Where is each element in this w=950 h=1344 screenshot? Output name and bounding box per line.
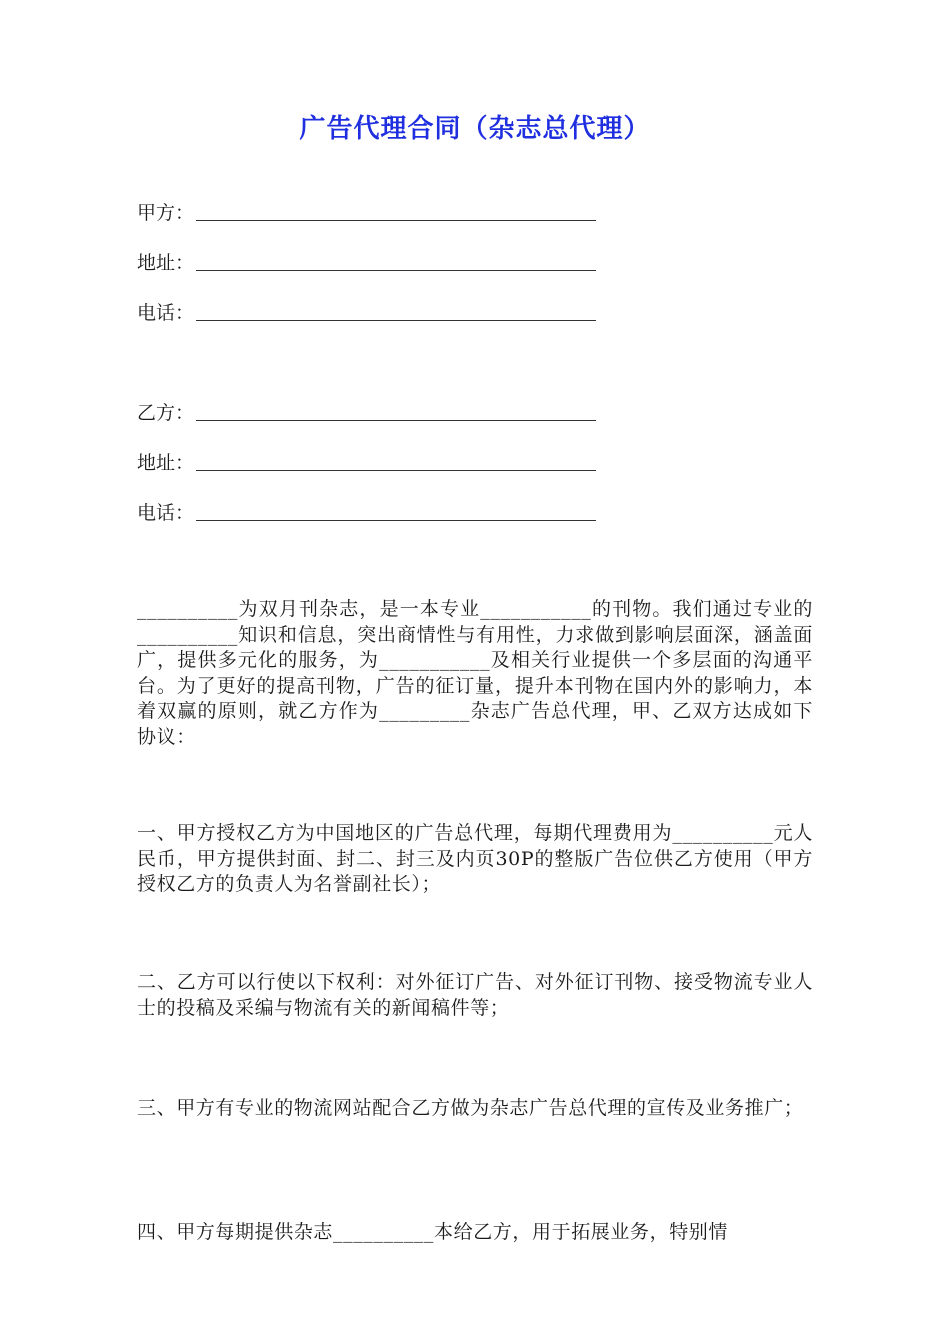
party-a-phone-field: [137, 300, 596, 326]
party-b-name-label: 乙方：: [137, 402, 195, 424]
party-a-name-field: [137, 200, 596, 226]
document-title: 广告代理合同（杂志总代理）: [299, 114, 651, 144]
party-a-name-label: 甲方：: [137, 202, 195, 224]
party-a-phone-label: 电话：: [137, 302, 195, 324]
party-a-address-blank: [196, 252, 596, 271]
party-a-phone-blank: [196, 302, 596, 321]
party-b-address-label: 地址：: [137, 452, 195, 474]
party-b-name-blank: [196, 402, 596, 421]
clause-1-text: 一、甲方授权乙方为中国地区的广告总代理，每期代理费用为__________元人民币，甲方提供封面、封二、封三及内页30P的整版广告位供乙方使用（甲方授权乙方的负责人为名誉副社长）；: [137, 822, 813, 895]
party-b-phone-blank: [196, 502, 596, 521]
intro-text: __________为双月刊杂志，是一本专业___________的刊物。我们通过专业的__________知识和信息，突出商情性与有用性，力求做到影响层面深，涵盖面广，提供多元化的服务，为___________及相关行业提供一个多层面的沟通平台。为了更好的提高刊物，广告的征订量，提升本刊物在国内外的影响力，本着双赢的原则，就乙方作为_________杂志广告总代理，甲、乙双方达成如下协议：: [137, 598, 813, 748]
clause-3: [137, 1096, 813, 1122]
clause-3-text: 三、甲方有专业的物流网站配合乙方做为杂志广告总代理的宣传及业务推广；: [137, 1097, 804, 1119]
party-a-name-blank: [196, 202, 596, 221]
clause-4-text: 四、甲方每期提供杂志__________本给乙方，用于拓展业务，特别情: [137, 1221, 729, 1243]
party-a-address-field: [137, 250, 596, 276]
party-a-address-label: 地址：: [137, 252, 195, 274]
clause-2-text: 二、乙方可以行使以下权利：对外征订广告、对外征订刊物、接受物流专业人士的投稿及采编与物流有关的新闻稿件等；: [137, 971, 813, 1019]
clause-2: [137, 970, 813, 1021]
party-b-address-blank: [196, 452, 596, 471]
party-b-phone-field: [137, 500, 596, 526]
party-b-address-field: [137, 450, 596, 476]
party-b-phone-label: 电话：: [137, 502, 195, 524]
clause-1: [137, 821, 813, 898]
intro-paragraph: [137, 597, 813, 750]
party-b-name-field: [137, 400, 596, 426]
clause-4: [137, 1220, 813, 1246]
